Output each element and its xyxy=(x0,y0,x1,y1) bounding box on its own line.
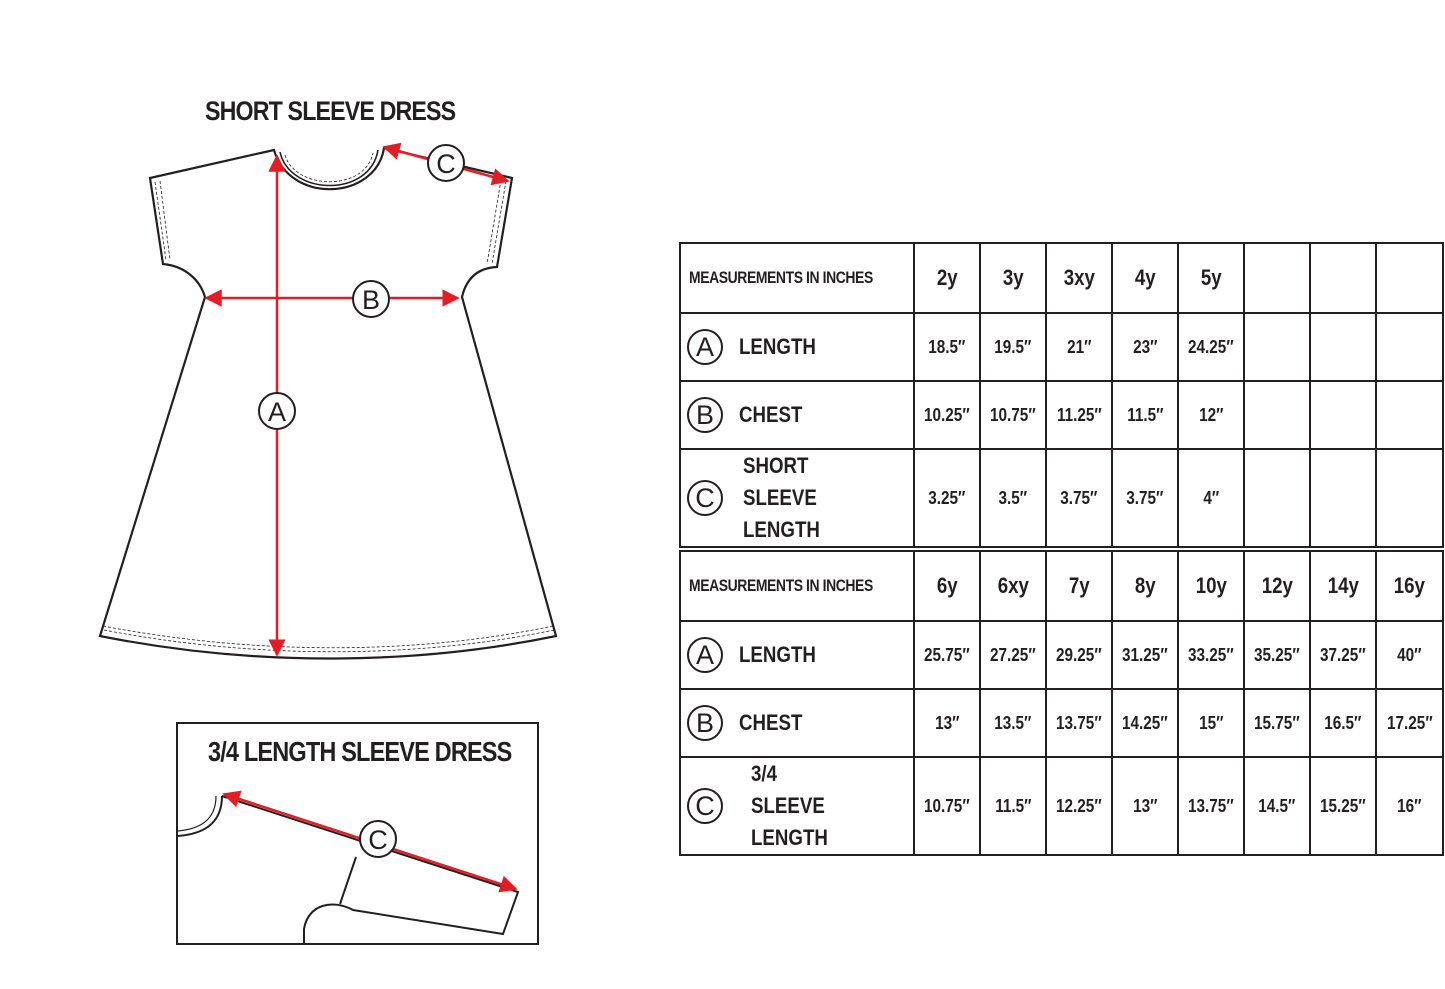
value-cell: 3.75″ xyxy=(1046,449,1112,547)
marker-circle: A xyxy=(687,329,723,365)
size-header: 2y xyxy=(914,243,980,313)
value-cell: 14.5″ xyxy=(1244,757,1310,855)
size-header: 14y xyxy=(1310,551,1376,621)
value-cell: 35.25″ xyxy=(1244,621,1310,689)
short-sleeve-dress-diagram xyxy=(0,0,600,700)
row-label: CHEST xyxy=(739,710,803,735)
row-label: LENGTH xyxy=(739,334,816,359)
header-label-cell xyxy=(680,551,914,621)
value-cell: 11.5″ xyxy=(1112,381,1178,449)
marker-c-34-label: C xyxy=(368,825,388,855)
value-cell: 13.75″ xyxy=(1178,757,1244,855)
marker-circle: C xyxy=(687,788,723,824)
table-row xyxy=(680,381,1443,449)
row-label-cell xyxy=(680,689,914,757)
value-cell xyxy=(1310,313,1376,381)
table-header-row xyxy=(680,243,1443,313)
size-header: 3y xyxy=(980,243,1046,313)
three-quarter-sleeve-panel xyxy=(176,722,539,945)
table-row xyxy=(680,313,1443,381)
marker-circle: B xyxy=(687,705,723,741)
marker-circle: A xyxy=(687,637,723,673)
size-header: 10y xyxy=(1178,551,1244,621)
value-cell: 3.75″ xyxy=(1112,449,1178,547)
value-cell: 13.75″ xyxy=(1046,689,1112,757)
value-cell xyxy=(1244,313,1310,381)
value-cell: 4″ xyxy=(1178,449,1244,547)
value-cell: 13″ xyxy=(914,689,980,757)
marker-b-label: B xyxy=(361,285,381,315)
table-row xyxy=(680,621,1443,689)
value-cell xyxy=(1310,449,1376,547)
value-cell: 12″ xyxy=(1178,381,1244,449)
size-header: 6y xyxy=(914,551,980,621)
value-cell xyxy=(1376,313,1443,381)
table-row xyxy=(680,757,1443,855)
value-cell: 15.25″ xyxy=(1310,757,1376,855)
header-label: MEASUREMENTS IN INCHES xyxy=(689,268,873,287)
marker-circle: B xyxy=(687,397,723,433)
value-cell: 27.25″ xyxy=(980,621,1046,689)
size-header: 4y xyxy=(1112,243,1178,313)
row-label-cell xyxy=(680,381,914,449)
value-cell: 12.25″ xyxy=(1046,757,1112,855)
size-header xyxy=(1310,243,1376,313)
value-cell xyxy=(1376,381,1443,449)
value-cell: 21″ xyxy=(1046,313,1112,381)
header-label: MEASUREMENTS IN INCHES xyxy=(689,576,873,595)
size-header: 6xy xyxy=(980,551,1046,621)
marker-b xyxy=(353,281,389,317)
row-label-cell xyxy=(680,313,914,381)
value-cell: 3.25″ xyxy=(914,449,980,547)
value-cell: 3.5″ xyxy=(980,449,1046,547)
three-quarter-title: 3/4 LENGTH SLEEVE DRESS xyxy=(208,736,512,767)
row-label-cell xyxy=(680,621,914,689)
marker-a xyxy=(259,393,295,429)
value-cell: 19.5″ xyxy=(980,313,1046,381)
size-header xyxy=(1376,243,1443,313)
value-cell: 37.25″ xyxy=(1310,621,1376,689)
size-header: 5y xyxy=(1178,243,1244,313)
short-sleeve-title: SHORT SLEEVE DRESS xyxy=(205,96,456,126)
marker-c-label: C xyxy=(436,149,456,179)
value-cell: 16.5″ xyxy=(1310,689,1376,757)
value-cell xyxy=(1244,449,1310,547)
value-cell: 15.75″ xyxy=(1244,689,1310,757)
table-row xyxy=(680,449,1443,547)
marker-c xyxy=(428,145,464,181)
size-header: 16y xyxy=(1376,551,1443,621)
value-cell: 10.25″ xyxy=(914,381,980,449)
size-header: 8y xyxy=(1112,551,1178,621)
size-chart-table-small xyxy=(679,242,1444,548)
value-cell: 10.75″ xyxy=(914,757,980,855)
size-header: 12y xyxy=(1244,551,1310,621)
row-label: SHORT SLEEVE LENGTH xyxy=(743,453,820,542)
size-header xyxy=(1244,243,1310,313)
size-header: 3xy xyxy=(1046,243,1112,313)
value-cell xyxy=(1244,381,1310,449)
size-chart-table-large xyxy=(679,550,1444,856)
value-cell: 11.25″ xyxy=(1046,381,1112,449)
dress-outline xyxy=(100,148,556,659)
value-cell xyxy=(1310,381,1376,449)
header-label-cell xyxy=(680,243,914,313)
value-cell: 13″ xyxy=(1112,757,1178,855)
value-cell: 23″ xyxy=(1112,313,1178,381)
value-cell: 18.5″ xyxy=(914,313,980,381)
marker-c-34 xyxy=(360,821,396,857)
value-cell: 31.25″ xyxy=(1112,621,1178,689)
row-label: CHEST xyxy=(739,402,803,427)
value-cell: 40″ xyxy=(1376,621,1443,689)
value-cell: 13.5″ xyxy=(980,689,1046,757)
row-label-cell xyxy=(680,449,914,547)
value-cell: 11.5″ xyxy=(980,757,1046,855)
value-cell: 33.25″ xyxy=(1178,621,1244,689)
table-row xyxy=(680,689,1443,757)
three-quarter-sleeve-diagram xyxy=(178,724,539,945)
value-cell xyxy=(1376,449,1443,547)
value-cell: 24.25″ xyxy=(1178,313,1244,381)
value-cell: 25.75″ xyxy=(914,621,980,689)
value-cell: 17.25″ xyxy=(1376,689,1443,757)
marker-a-label: A xyxy=(267,397,287,427)
marker-circle: C xyxy=(687,480,723,516)
value-cell: 16″ xyxy=(1376,757,1443,855)
row-label-cell xyxy=(680,757,914,855)
row-label: LENGTH xyxy=(739,642,816,667)
row-label: 3/4 SLEEVE LENGTH xyxy=(751,761,828,850)
value-cell: 10.75″ xyxy=(980,381,1046,449)
size-header: 7y xyxy=(1046,551,1112,621)
table-header-row xyxy=(680,551,1443,621)
value-cell: 29.25″ xyxy=(1046,621,1112,689)
value-cell: 15″ xyxy=(1178,689,1244,757)
value-cell: 14.25″ xyxy=(1112,689,1178,757)
